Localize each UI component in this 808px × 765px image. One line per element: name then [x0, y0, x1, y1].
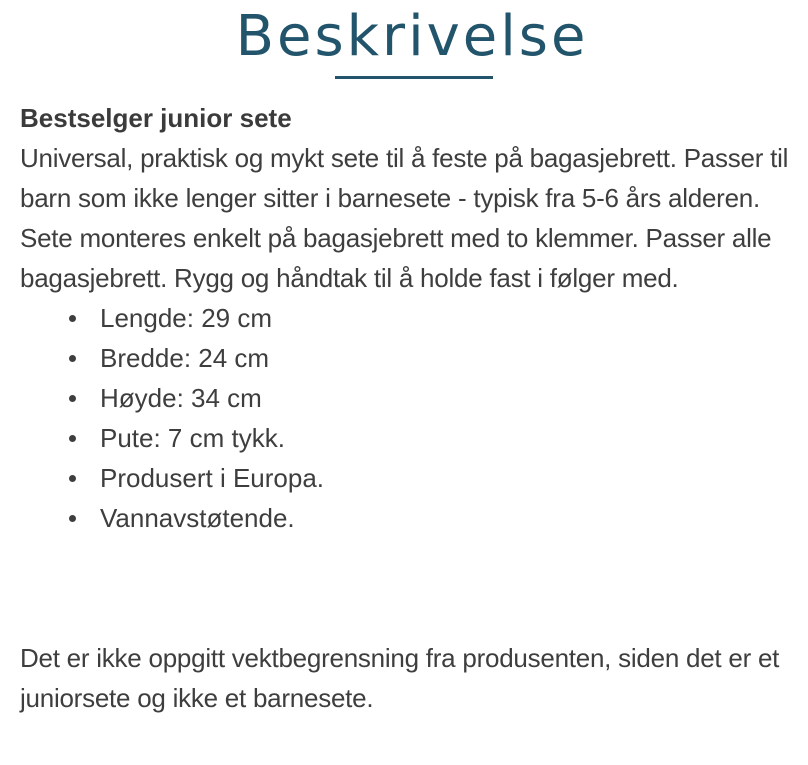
spec-text: Pute: 7 cm tykk.: [100, 423, 285, 453]
spec-item-origin: [20, 458, 806, 498]
weight-limit-note: Det er ikke oppgitt vektbegrensning fra produsenten, siden det er et juniorsete og ikke et barnesete.: [20, 643, 780, 713]
bullet-icon: [69, 315, 76, 322]
spec-text: Produsert i Europa.: [100, 463, 325, 493]
description-content: [20, 98, 806, 713]
bullet-icon: [69, 395, 76, 402]
spec-item-width: [20, 338, 806, 378]
spec-item-length: [20, 298, 806, 338]
section-title: Beskrivelse: [235, 4, 589, 69]
spec-text: Lengde: 29 cm: [100, 303, 273, 333]
spec-text: Vannavstøtende.: [100, 503, 295, 533]
spec-item-cushion: [20, 418, 806, 458]
spec-list: [20, 298, 806, 538]
product-name: Bestselger junior sete: [20, 103, 292, 133]
title-underline: [335, 76, 493, 79]
spec-text: Høyde: 34 cm: [100, 383, 262, 413]
bullet-icon: [69, 475, 76, 482]
bullet-icon: [69, 355, 76, 362]
product-description: Universal, praktisk og mykt sete til å feste på bagasjebrett. Passer til barn som ikke lenger sitter i barnesete - typisk fra 5-6 års alderen. Sete monteres enkelt på bagasjebrett med to klemmer. Passer alle bagasjebrett. Rygg og håndtak til å holde fast i følger med.: [20, 143, 789, 293]
spec-item-water-repellent: [20, 498, 806, 538]
bullet-icon: [69, 515, 76, 522]
spec-text: Bredde: 24 cm: [100, 343, 270, 373]
spec-item-height: [20, 378, 806, 418]
bullet-icon: [69, 435, 76, 442]
